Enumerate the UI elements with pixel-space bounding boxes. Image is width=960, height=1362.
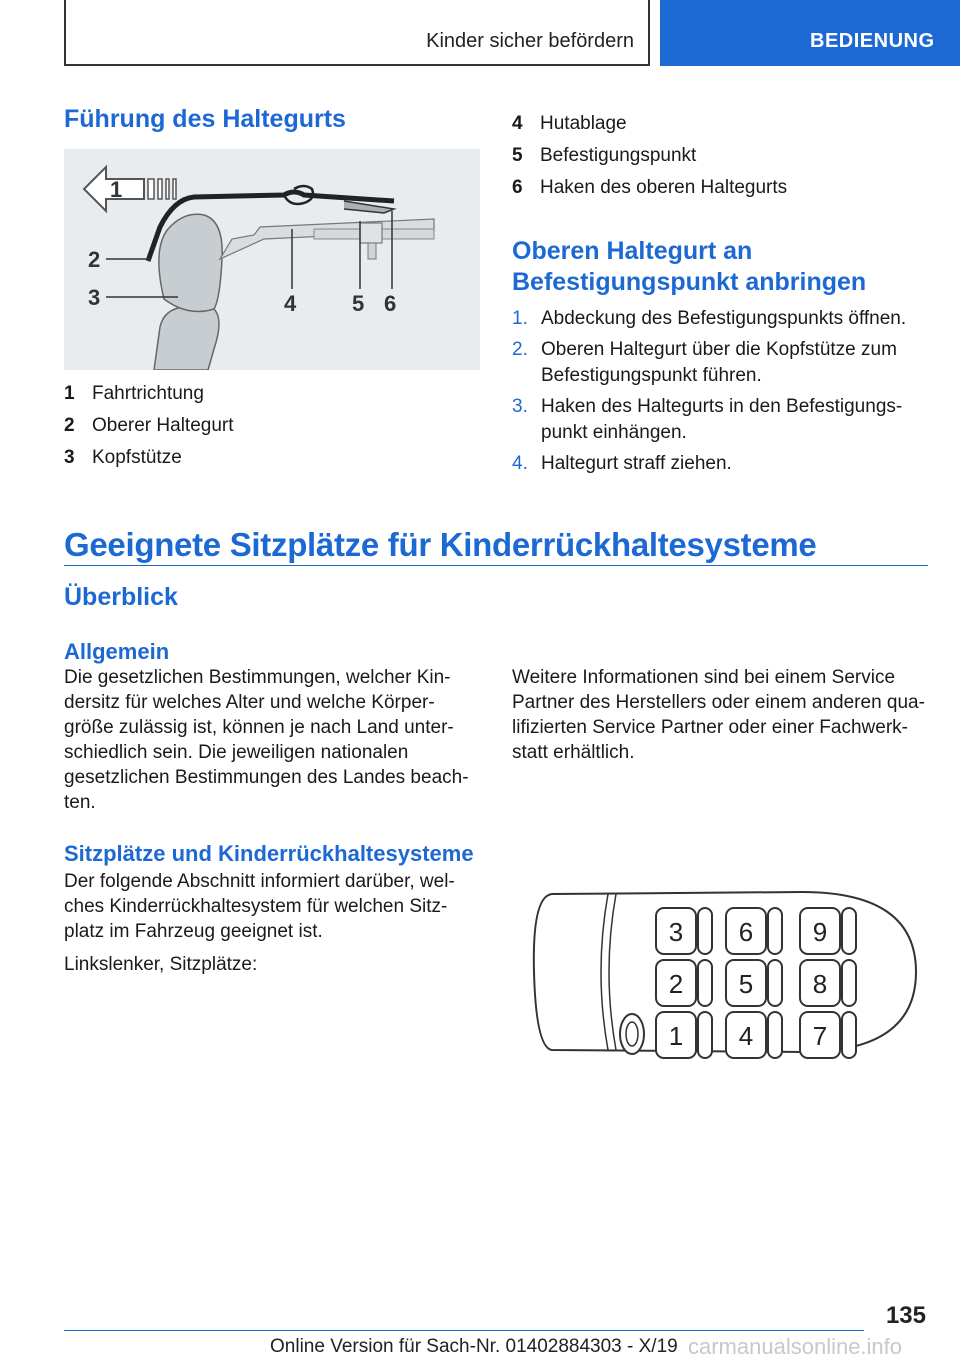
paragraph-weitere: Weitere Informationen sind bei einem Service Partner des Herstellers oder einem anderen qua‐ lifizierten Service Partner oder einer Fachwerk‐ statt erhältlich. <box>512 667 925 763</box>
legend-left <box>64 378 234 474</box>
car-outline-shape <box>534 892 916 1052</box>
callout-6: 6 <box>384 291 397 316</box>
heading-allgemein: Allgemein <box>64 639 170 664</box>
header-section-title: Kinder sicher befördern <box>426 30 634 52</box>
paragraph-sitzplaetze: Der folgende Abschnitt informiert darüber, wel‐ ches Kinderrückhaltesystem für welchen Sitz‐ platz im Fahrzeug geeignet ist. <box>64 871 455 942</box>
section-title-halte: Führung des Haltegurts <box>64 105 346 133</box>
seat-number: 8 <box>812 969 828 999</box>
seat-back-shape <box>154 307 219 370</box>
callout-1: 1 <box>110 177 123 202</box>
footer-version-text: Online Version für Sach-Nr. 01402884303 - X/19 <box>270 1336 678 1357</box>
step-item: 2. Oberen Haltegurt über die Kopfstütze zum Befestigungspunkt führen. <box>512 339 897 386</box>
header-tab-label: BEDIENUNG <box>810 30 935 52</box>
legend-item: 5 Befestigungspunkt <box>512 145 697 166</box>
haltegurt-illustration <box>64 149 480 370</box>
section-title-geeignete: Geeignete Sitzplätze für Kinderrückhaltesysteme <box>64 526 817 563</box>
seat-number: 4 <box>738 1021 754 1051</box>
section-divider <box>64 565 928 566</box>
legend-item: 4 Hutablage <box>512 113 627 134</box>
legend-right <box>512 108 787 204</box>
seat-number: 5 <box>738 969 754 999</box>
callout-4: 4 <box>284 291 297 316</box>
legend-item: 3 Kopfstütze <box>64 447 182 468</box>
steps-list <box>512 306 928 482</box>
header-section-box <box>64 0 650 66</box>
footer-divider <box>64 1330 864 1331</box>
legend-item: 1 Fahrtrichtung <box>64 383 204 404</box>
seat-layout-illustration <box>512 872 926 1070</box>
seat-layout-figure <box>512 872 926 1070</box>
callout-5: 5 <box>352 291 365 316</box>
seat-number: 7 <box>812 1021 828 1051</box>
step-item: 4. Haltegurt straff ziehen. <box>512 453 732 474</box>
haltegurt-figure <box>64 149 480 370</box>
section-title-anbringen: Oberen Haltegurt an Befestigungspunkt anbringen <box>512 237 867 296</box>
header-tab-bedienung[interactable] <box>660 0 960 66</box>
page-number: 135 <box>885 1302 926 1329</box>
watermark-text: carmanualsonline.info <box>688 1334 903 1359</box>
seat-number: 2 <box>668 969 684 999</box>
seat-number: 6 <box>738 917 754 947</box>
legend-item: 6 Haken des oberen Haltegurts <box>512 177 788 198</box>
step-item: 1. Abdeckung des Befestigungspunkts öffnen. <box>512 308 907 329</box>
paragraph-linkslenker: Linkslenker, Sitzplätze: <box>64 954 258 975</box>
legend-item: 2 Oberer Haltegurt <box>64 415 234 436</box>
heading-sitzplaetze: Sitzplätze und Kinderrückhaltesysteme <box>64 841 474 866</box>
anchor-point-shape <box>360 223 382 243</box>
seat-number: 1 <box>668 1021 684 1051</box>
step-item: 3. Haken des Haltegurts in den Befestigungs‐ punkt einhängen. <box>512 396 903 443</box>
paragraph-allgemein: Die gesetzlichen Bestimmungen, welcher Kin‐ dersitz für welches Alter und welche Körper‐ größe zulässig ist, können je nach Land unter‐ schiedlich sein. Die jeweiligen nationalen gesetzlichen Bestimmungen des Landes beach‐ ten. <box>64 667 469 813</box>
callout-2: 2 <box>88 247 101 272</box>
seat-number: 3 <box>668 917 684 947</box>
callout-3: 3 <box>88 285 101 310</box>
subtitle-ueberblick: Überblick <box>64 583 178 611</box>
seat-number: 9 <box>812 917 828 947</box>
